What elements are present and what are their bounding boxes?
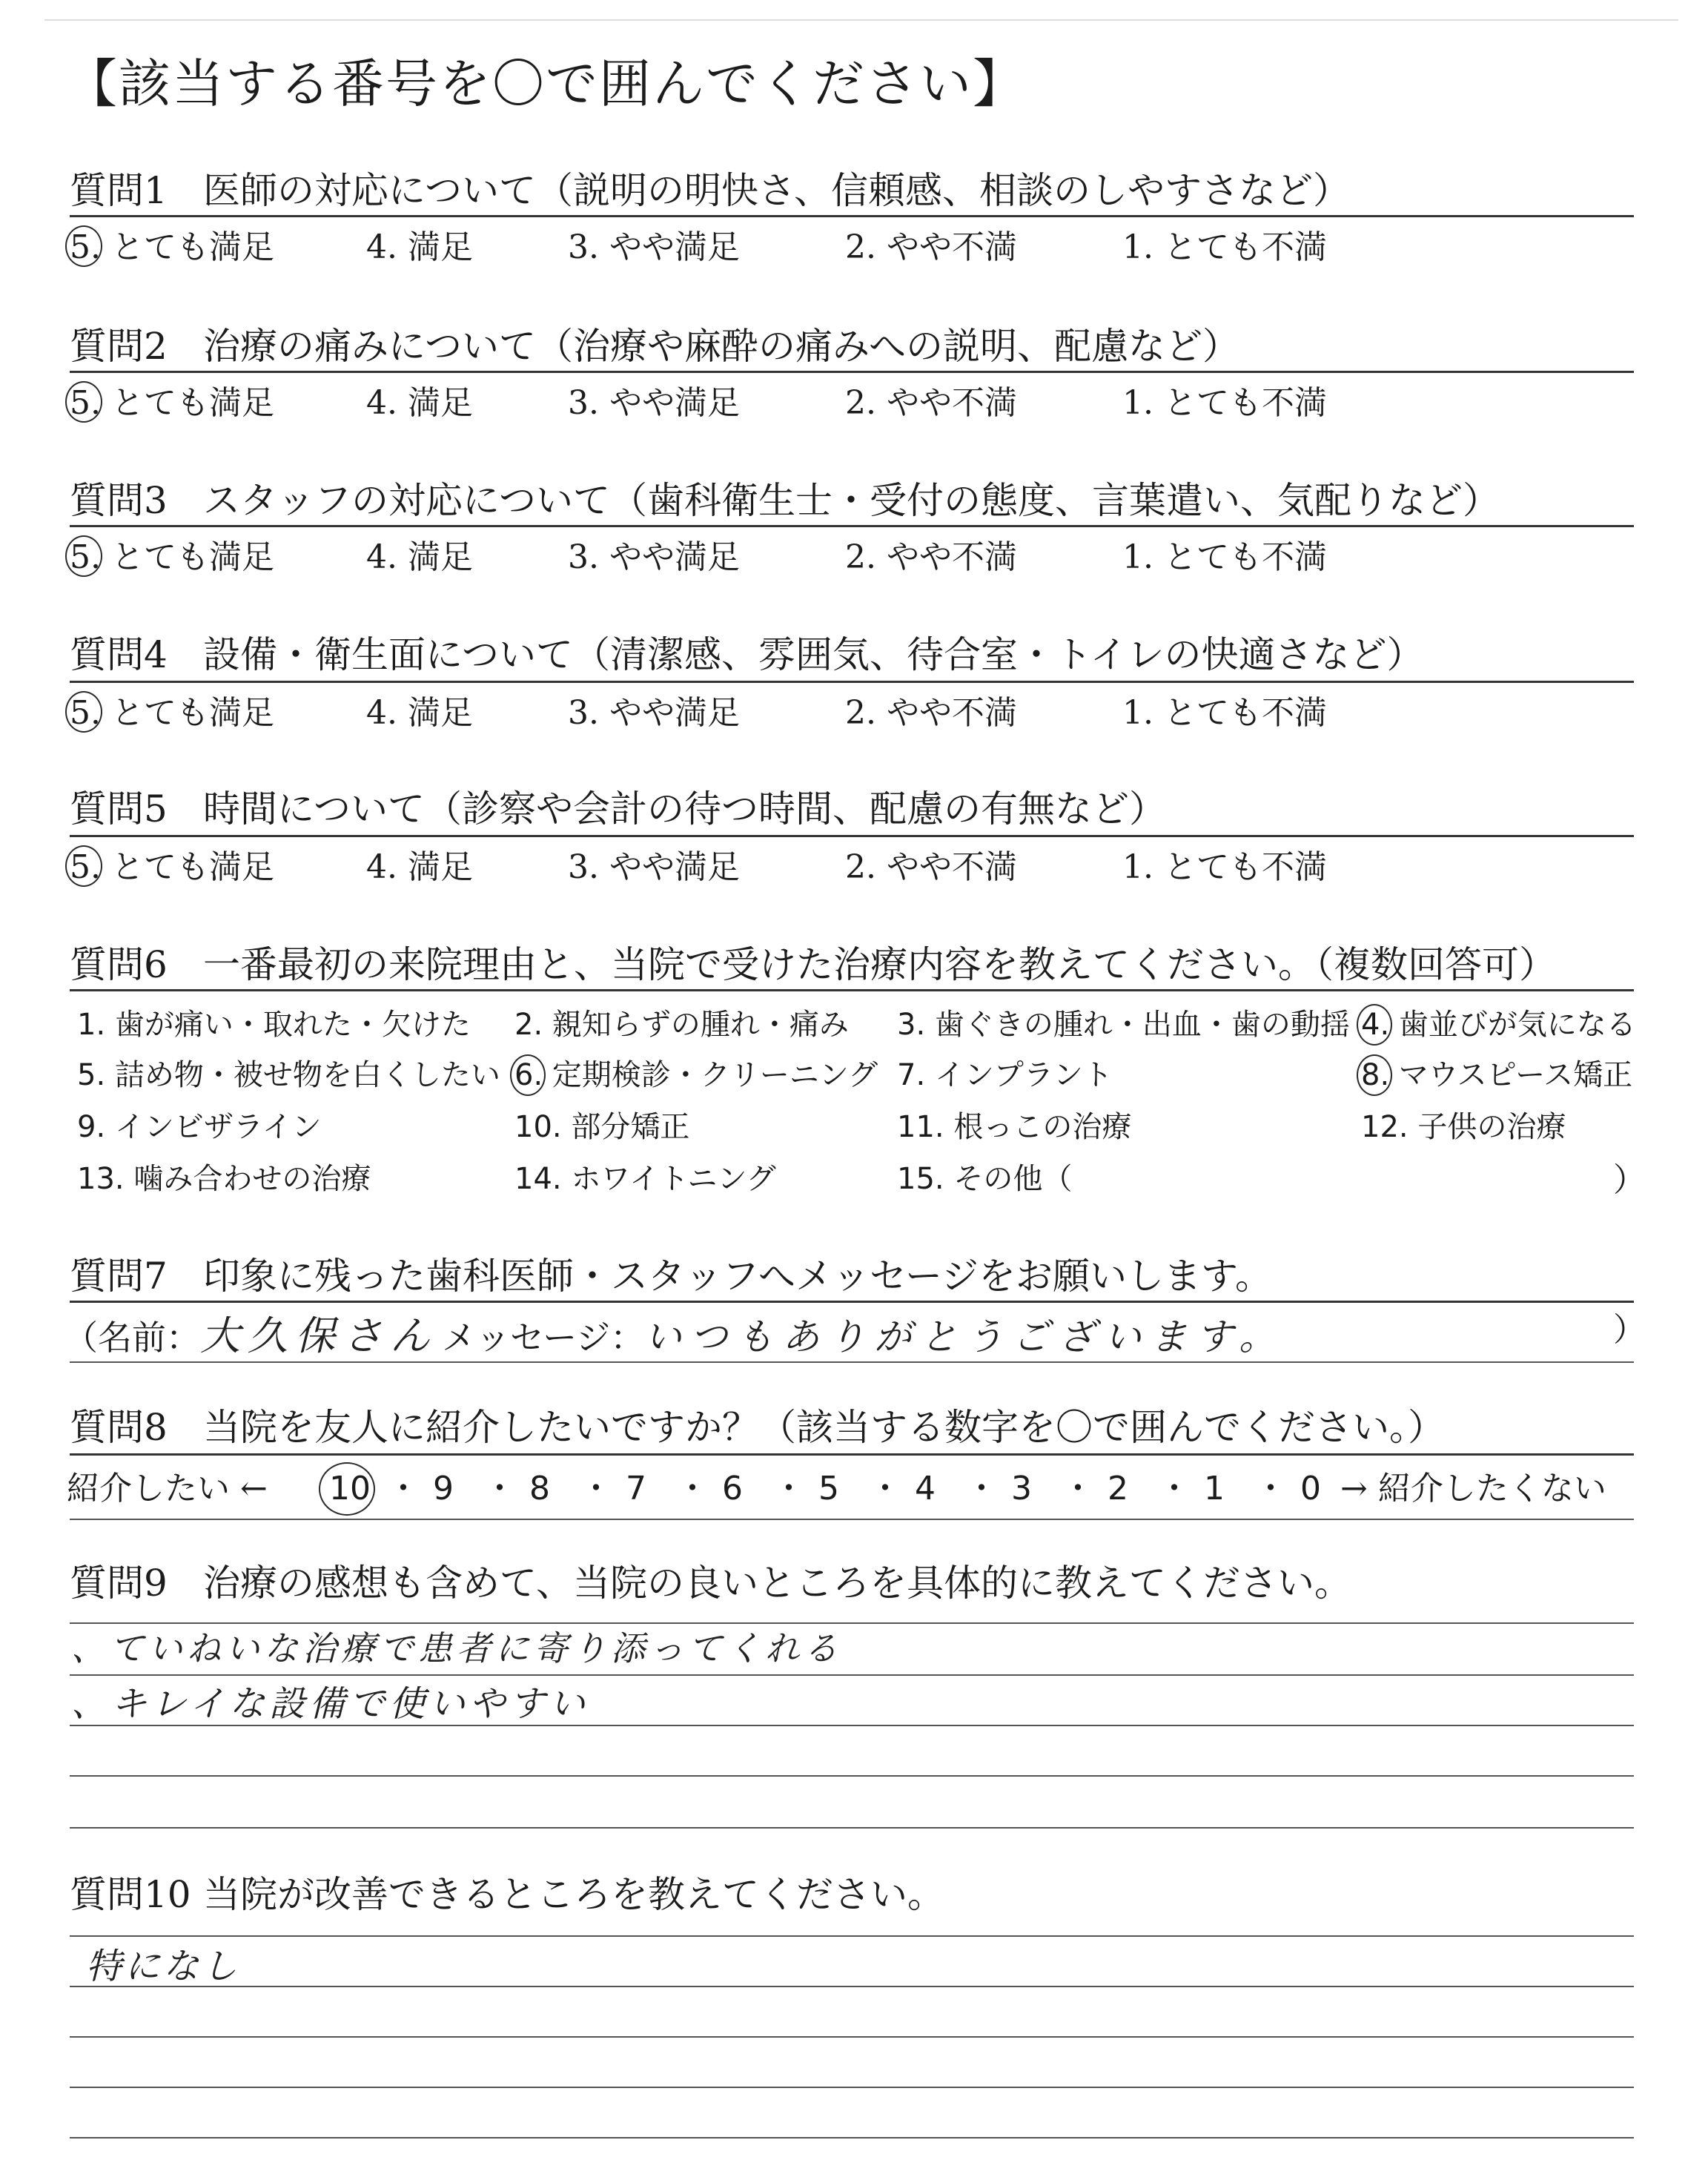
answer-line (70, 2036, 1634, 2038)
rating-option-number: 4. (366, 694, 397, 732)
improvement-answer-1: 特になし (86, 1946, 241, 1987)
treatment-option-number: 13. (77, 1162, 125, 1196)
recommend-score-10[interactable]: 10 (329, 1470, 371, 1507)
question-2-title (70, 325, 1239, 368)
treatment-option-number: 11. (897, 1110, 944, 1144)
rating-option[interactable] (1122, 848, 1327, 886)
rating-option[interactable] (366, 848, 473, 886)
question-1-divider (70, 215, 1634, 217)
rating-option[interactable] (1122, 228, 1327, 266)
rating-option-number: 2. (845, 694, 876, 732)
scale-separator: ・ (772, 1470, 805, 1507)
rating-option-label: とても満足 (100, 848, 274, 886)
question-number: 質問7 (70, 1255, 168, 1298)
rating-option[interactable] (70, 694, 274, 732)
rating-option-label: やや不満 (875, 694, 1017, 732)
question-6-title (70, 943, 1556, 986)
scale-separator: ・ (676, 1470, 709, 1507)
answer-line (70, 1674, 1634, 1676)
message-label: メッセージ： (442, 1318, 645, 1358)
rating-option[interactable] (568, 384, 740, 422)
recommend-score-0[interactable]: 0 (1300, 1470, 1321, 1507)
question-number: 質問8 (70, 1406, 168, 1449)
rating-option-number: 2. (845, 848, 876, 886)
question-text: 印象に残った歯科医師・スタッフへメッセージをお願いします。 (203, 1255, 1272, 1298)
rating-option-label: 満足 (397, 694, 473, 732)
scale-separator: ・ (1254, 1470, 1287, 1507)
question-text: 設備・衛生面について（清潔感、雰囲気、待合室・トイレの快適さなど） (203, 633, 1424, 676)
rating-option-label: やや不満 (875, 384, 1017, 422)
scale-separator: ・ (483, 1470, 516, 1507)
rating-option[interactable] (70, 384, 274, 422)
recommend-score-4[interactable]: 4 (915, 1470, 936, 1507)
question-number: 質問6 (70, 943, 168, 986)
treatment-option-number: 12. (1361, 1110, 1409, 1144)
rating-option-number: 3. (568, 228, 599, 266)
rating-option-label: やや満足 (598, 848, 740, 886)
question-8-title (70, 1406, 1445, 1449)
rating-option-label: とても不満 (1153, 228, 1327, 266)
question-5-title (70, 787, 1166, 830)
recommend-score-5[interactable]: 5 (818, 1470, 839, 1507)
rating-option[interactable] (1122, 538, 1327, 576)
treatment-option[interactable] (77, 1112, 322, 1142)
question-2-divider (70, 371, 1634, 373)
scale-separator: ・ (387, 1470, 420, 1507)
name-value: 大久保さん (200, 1312, 437, 1359)
scale-separator: ・ (869, 1470, 901, 1507)
name-label: （名前： (64, 1318, 200, 1358)
rating-option-number: 5. (70, 694, 101, 732)
scale-separator: ・ (580, 1470, 612, 1507)
treatment-option-number: 14. (514, 1162, 562, 1196)
question-9-title (70, 1562, 1351, 1605)
rating-option-number: 3. (568, 848, 599, 886)
rating-option[interactable] (1122, 384, 1327, 422)
question-number: 質問2 (70, 325, 168, 368)
treatment-option-label: 定期検診・クリーニング (543, 1058, 878, 1092)
rating-option-number: 2. (845, 538, 876, 576)
treatment-option-number: 7. (897, 1058, 926, 1092)
recommend-score-3[interactable]: 3 (1011, 1470, 1032, 1507)
other-close-paren: ） (1613, 1161, 1646, 1199)
question-number: 質問4 (70, 633, 168, 676)
answer-line (70, 1827, 1634, 1829)
question-10-title (70, 1873, 944, 1916)
rating-option[interactable] (845, 694, 1017, 732)
rating-option-label: やや不満 (875, 848, 1017, 886)
recommend-score-2[interactable]: 2 (1108, 1470, 1128, 1507)
rating-option-label: やや満足 (598, 228, 740, 266)
rating-option-number: 1. (1122, 848, 1153, 886)
question-text: 治療の痛みについて（治療や麻酔の痛みへの説明、配慮など） (203, 325, 1239, 368)
question-4-divider (70, 681, 1634, 683)
treatment-option[interactable] (77, 1060, 500, 1090)
treatment-option[interactable] (897, 1060, 1113, 1090)
rating-option-label: やや不満 (875, 538, 1017, 576)
treatment-option-label: 噛み合わせの治療 (124, 1162, 371, 1196)
question-text: 当院が改善できるところを教えてください。 (203, 1873, 944, 1916)
rating-option-label: とても不満 (1153, 694, 1327, 732)
rating-option-label: 満足 (397, 538, 473, 576)
treatment-option-label: ホワイトニング (561, 1162, 776, 1196)
rating-option-label: やや満足 (598, 538, 740, 576)
treatment-option[interactable] (514, 1010, 849, 1040)
rating-option-label: とても満足 (100, 228, 274, 266)
rating-option-number: 4. (366, 848, 397, 886)
answer-line (70, 1935, 1634, 1937)
recommend-score-6[interactable]: 6 (722, 1470, 743, 1507)
question-number: 質問10 (70, 1873, 191, 1916)
question-6-divider (70, 989, 1634, 991)
rating-option[interactable] (845, 228, 1017, 266)
question-number: 質問1 (70, 169, 168, 212)
rating-option[interactable] (366, 228, 473, 266)
question-text: スタッフの対応について（歯科衛生士・受付の態度、言葉遣い、気配りなど） (203, 479, 1500, 522)
rating-option[interactable] (70, 538, 274, 576)
rating-option[interactable] (568, 228, 740, 266)
rating-option[interactable] (366, 384, 473, 422)
answer-line (70, 1775, 1634, 1777)
answer-line (70, 2137, 1634, 2138)
question-7-divider (70, 1301, 1634, 1303)
treatment-option[interactable] (1361, 1112, 1566, 1142)
rating-option-label: 満足 (397, 384, 473, 422)
scale-separator: ・ (1062, 1470, 1094, 1507)
rating-option[interactable] (568, 538, 740, 576)
treatment-option-label: インビザライン (105, 1110, 322, 1144)
treatment-option[interactable] (514, 1112, 689, 1142)
rating-option-number: 3. (568, 384, 599, 422)
treatment-option[interactable] (897, 1112, 1131, 1142)
question-3-divider (70, 525, 1634, 527)
rating-option[interactable] (366, 538, 473, 576)
question-1-title (70, 169, 1350, 212)
message-field (64, 1312, 1285, 1361)
recommend-score-7[interactable]: 7 (626, 1470, 646, 1507)
rating-option-number: 1. (1122, 694, 1153, 732)
rating-option[interactable] (845, 538, 1017, 576)
rating-option-label: とても満足 (100, 694, 274, 732)
message-close-paren: ） (1613, 1311, 1646, 1349)
recommend-label-right: → 紹介したくない (1340, 1470, 1606, 1507)
scale-separator: ・ (1158, 1470, 1191, 1507)
treatment-option-number: 8. (1361, 1058, 1390, 1092)
question-7-title (70, 1255, 1272, 1298)
rating-option-number: 5. (70, 384, 101, 422)
page-title: 【該当する番号を〇で囲んでください】 (65, 53, 1026, 114)
treatment-option-number: 4. (1361, 1008, 1390, 1042)
recommend-score-9[interactable]: 9 (433, 1470, 454, 1507)
rating-option[interactable] (1122, 694, 1327, 732)
good-point-answer-2: 、キレイな設備で使いやすい (71, 1683, 590, 1725)
rating-option[interactable] (568, 848, 740, 886)
question-number: 質問3 (70, 479, 168, 522)
rating-option-label: とても満足 (100, 384, 274, 422)
selected-score-circle (319, 1462, 375, 1516)
rating-option-number: 4. (366, 538, 397, 576)
treatment-option-number: 6. (514, 1058, 543, 1092)
treatment-option-label: マウスピース矯正 (1389, 1058, 1633, 1092)
question-5-divider (70, 835, 1634, 837)
rating-option-number: 5. (70, 848, 101, 886)
question-3-title (70, 479, 1500, 522)
question-text: 当院を友人に紹介したいですか？（該当する数字を〇で囲んでください。） (203, 1406, 1445, 1449)
question-text: 医師の対応について（説明の明快さ、信頼感、相談のしやすさなど） (203, 169, 1350, 212)
treatment-option-label: インプラント (925, 1058, 1113, 1092)
rating-option-number: 1. (1122, 228, 1153, 266)
treatment-option-number: 1. (77, 1008, 106, 1042)
treatment-option-number: 10. (514, 1110, 562, 1144)
rating-option-number: 5. (70, 228, 101, 266)
treatment-option-label: 根っこの治療 (944, 1110, 1132, 1144)
answer-line (70, 1622, 1634, 1624)
rating-option-label: とても満足 (100, 538, 274, 576)
rating-option-label: やや満足 (598, 384, 740, 422)
question-text: 治療の感想も含めて、当院の良いところを具体的に教えてください。 (203, 1562, 1351, 1605)
rating-option-label: やや不満 (875, 228, 1017, 266)
question-4-title (70, 633, 1424, 676)
treatment-option-number: 2. (514, 1008, 543, 1042)
treatment-option-label: 歯ぐきの腫れ・出血・歯の動揺 (925, 1008, 1350, 1042)
rating-option-number: 3. (568, 538, 599, 576)
message-value: いつもありがとうございます。 (644, 1315, 1285, 1358)
rating-option-number: 5. (70, 538, 101, 576)
rating-option[interactable] (845, 848, 1017, 886)
treatment-option[interactable] (77, 1010, 471, 1040)
treatment-option-label: 歯が痛い・取れた・欠けた (105, 1008, 471, 1042)
rating-option-number: 2. (845, 384, 876, 422)
message-underline (70, 1361, 1634, 1363)
rating-option-label: 満足 (397, 228, 473, 266)
question-text: 一番最初の来院理由と、当院で受けた治療内容を教えてください。（複数回答可） (203, 943, 1556, 986)
rating-option-label: とても不満 (1153, 538, 1327, 576)
treatment-option-label: 歯並びが気になる (1389, 1008, 1636, 1042)
treatment-option-label: 親知らずの腫れ・痛み (543, 1008, 849, 1042)
scale-separator: ・ (965, 1470, 998, 1507)
recommend-score-1[interactable]: 1 (1204, 1470, 1225, 1507)
rating-option-number: 4. (366, 384, 397, 422)
question-text: 時間について（診察や会計の待つ時間、配慮の有無など） (203, 787, 1166, 830)
treatment-option[interactable] (897, 1164, 1072, 1194)
treatment-option-label: その他（ (944, 1162, 1073, 1196)
treatment-option-number: 15. (897, 1162, 944, 1196)
question-number: 質問5 (70, 787, 168, 830)
rating-option[interactable] (845, 384, 1017, 422)
answer-line (70, 1725, 1634, 1726)
question-number: 質問9 (70, 1562, 168, 1605)
rating-option-number: 3. (568, 694, 599, 732)
question-8-divider (70, 1453, 1634, 1456)
treatment-option-number: 3. (897, 1008, 926, 1042)
rating-option-label: やや満足 (598, 694, 740, 732)
treatment-option[interactable] (77, 1164, 371, 1194)
treatment-option-label: 詰め物・被せ物を白くしたい (105, 1058, 500, 1092)
treatment-option[interactable] (514, 1060, 878, 1090)
rating-option[interactable] (366, 694, 473, 732)
rating-option[interactable] (568, 694, 740, 732)
treatment-option[interactable] (1361, 1010, 1636, 1040)
answer-line (70, 1986, 1634, 1987)
treatment-option-label: 部分矯正 (561, 1110, 690, 1144)
treatment-option-label: 子供の治療 (1408, 1110, 1566, 1144)
treatment-option[interactable] (1361, 1060, 1632, 1090)
answer-line (70, 2087, 1634, 2088)
treatment-option[interactable] (897, 1010, 1350, 1040)
rating-option[interactable] (70, 228, 274, 266)
good-point-answer-1: 、ていねいな治療で患者に寄り添ってくれる (71, 1628, 842, 1668)
rating-option-label: とても不満 (1153, 384, 1327, 422)
recommend-score-8[interactable]: 8 (529, 1470, 550, 1507)
rating-option-number: 1. (1122, 384, 1153, 422)
rating-option-number: 1. (1122, 538, 1153, 576)
treatment-option-number: 9. (77, 1110, 106, 1144)
treatment-option[interactable] (514, 1164, 776, 1194)
rating-option-number: 4. (366, 228, 397, 266)
rating-option[interactable] (70, 848, 274, 886)
recommend-underline (70, 1519, 1634, 1520)
page-top-edge (44, 19, 1678, 21)
rating-option-label: とても不満 (1153, 848, 1327, 886)
rating-option-label: 満足 (397, 848, 473, 886)
rating-option-number: 2. (845, 228, 876, 266)
recommend-label-left: 紹介したい ← (67, 1470, 268, 1507)
treatment-option-number: 5. (77, 1058, 106, 1092)
